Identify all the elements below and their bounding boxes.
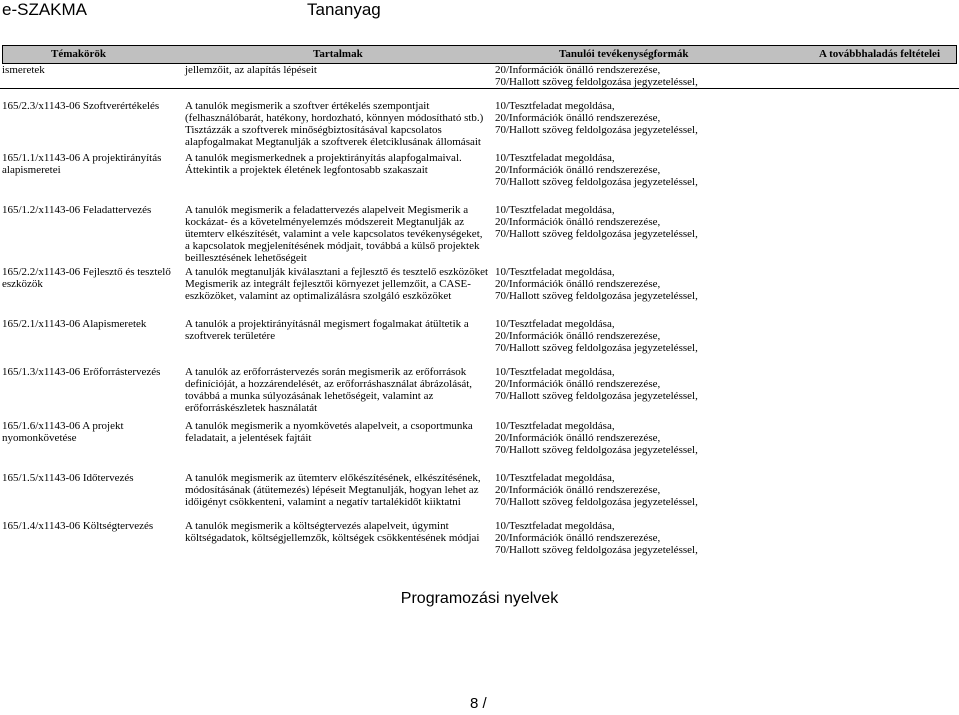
activities-cell-line: 20/Információk önálló rendszerezése, bbox=[495, 378, 661, 390]
page-number: 8 / bbox=[470, 695, 487, 712]
content-cell bbox=[185, 152, 490, 176]
topic-cell bbox=[2, 318, 177, 330]
activities-cell-line: 10/Tesztfeladat megoldása, bbox=[495, 100, 615, 112]
document-title: Tananyag bbox=[307, 0, 381, 19]
content-cell-line: feladatait, a jelentések fajtáit bbox=[185, 432, 312, 444]
content-cell-line: A tanulók megismerik a költségtervezés alapelveit, úgymint bbox=[185, 520, 449, 532]
activities-cell-line: 10/Tesztfeladat megoldása, bbox=[495, 204, 615, 216]
activities-cell-line: 70/Hallott szöveg feldolgozása jegyzeteléssel, bbox=[495, 228, 698, 240]
content-cell bbox=[185, 472, 490, 508]
content-cell-line: A tanulók megismerkednek a projektirányítás alapfogalmaival. bbox=[185, 152, 462, 164]
activities-cell-line: 10/Tesztfeladat megoldása, bbox=[495, 420, 615, 432]
content-cell-line: alapfogalmakat Megtanulják a szoftverek életciklusának állomásait bbox=[185, 136, 481, 148]
table-row bbox=[0, 366, 959, 416]
content-cell-line: definícióját, a hozzárendelését, az erőforráshasználat ábrázolását, bbox=[185, 378, 473, 390]
topic-cell-line: eszközök bbox=[2, 278, 43, 290]
activities-cell-line: 10/Tesztfeladat megoldása, bbox=[495, 152, 615, 164]
activities-cell-line: 70/Hallott szöveg feldolgozása jegyzeteléssel, bbox=[495, 124, 698, 136]
content-cell bbox=[185, 204, 490, 264]
table-row bbox=[0, 266, 959, 312]
content-cell-line: A tanulók az erőforrástervezés során megismerik az erőforrások bbox=[185, 366, 467, 378]
activities-cell-line: 70/Hallott szöveg feldolgozása jegyzeteléssel, bbox=[495, 444, 698, 456]
table-row bbox=[0, 318, 959, 362]
content-cell-line: A tanulók megismerik a feladattervezés alapelveit Megismerik a bbox=[185, 204, 469, 216]
activities-cell-line: 70/Hallott szöveg feldolgozása jegyzeteléssel, bbox=[495, 496, 698, 508]
section-title: Programozási nyelvek bbox=[400, 590, 559, 607]
activities-cell-line: 70/Hallott szöveg feldolgozása jegyzeteléssel, bbox=[495, 176, 698, 188]
content-cell-line: A tanulók a projektirányításnál megismert fogalmakat átültetik a bbox=[185, 318, 469, 330]
activities-cell-line: 20/Információk önálló rendszerezése, bbox=[495, 112, 661, 124]
activity-line: 70/Hallott szöveg feldolgozása jegyzeteléssel, bbox=[495, 76, 698, 88]
activities-cell bbox=[495, 100, 795, 136]
content-cell-line: továbbá a munka súlyozásának lehetőségeit, valamint az bbox=[185, 390, 434, 402]
content-cell-line: kockázat- és a követelményelemzés módszereit Megtanulják az bbox=[185, 216, 465, 228]
activities-cell-line: 20/Információk önálló rendszerezése, bbox=[495, 278, 661, 290]
activities-cell-line: 70/Hallott szöveg feldolgozása jegyzeteléssel, bbox=[495, 290, 698, 302]
content-cell bbox=[185, 420, 490, 444]
topic-cell-line: 165/1.4/x1143-06 Költségtervezés bbox=[2, 520, 154, 532]
topic-cell bbox=[2, 266, 177, 290]
table-row bbox=[0, 204, 959, 262]
partial-content: jellemzőit, az alapítás lépéseit bbox=[185, 64, 317, 76]
activity-line: 20/Információk önálló rendszerezése, bbox=[495, 64, 661, 76]
activities-cell-line: 10/Tesztfeladat megoldása, bbox=[495, 472, 615, 484]
table-row bbox=[0, 472, 959, 516]
content-cell bbox=[185, 366, 490, 414]
topic-cell bbox=[2, 366, 177, 378]
content-cell-line: időigényt csökkenteni, valamint a negatív tartalékidőt kiiktatni bbox=[185, 496, 461, 508]
activities-cell bbox=[495, 152, 795, 188]
activities-cell-line: 20/Információk önálló rendszerezése, bbox=[495, 216, 661, 228]
activities-cell bbox=[495, 266, 795, 302]
topic-cell-line: 165/2.3/x1143-06 Szoftverértékelés bbox=[2, 100, 160, 112]
content-cell-line: a kapcsolatok megjelenítésének módjait, továbbá a külső projektek bbox=[185, 240, 480, 252]
activities-cell bbox=[495, 472, 795, 508]
content-cell-line: Megismerik az integrált fejlesztői környezet jellemzőit, a CASE- bbox=[185, 278, 471, 290]
topic-cell-line: nyomonkövetése bbox=[2, 432, 77, 444]
col-header-activities: Tanulói tevékenységformák bbox=[559, 48, 689, 60]
table-row bbox=[0, 100, 959, 146]
topic-cell-line: alapismeretei bbox=[2, 164, 61, 176]
table-row bbox=[0, 520, 959, 560]
activities-cell bbox=[495, 520, 795, 556]
content-cell-line: ütemterv elkészítését, valamint a vele kapcsolatos tevékenységeket, bbox=[185, 228, 483, 240]
col-header-requirements: A továbbhaladás feltételei bbox=[819, 48, 940, 60]
content-cell-line: módosításának (átütemezés) lépéseit Megtanulják, hogyan lehet az bbox=[185, 484, 479, 496]
topic-cell bbox=[2, 152, 177, 176]
col-header-topics: Témakörök bbox=[51, 48, 106, 60]
page-header bbox=[0, 0, 959, 24]
topic-cell-line: 165/1.1/x1143-06 A projektirányítás bbox=[2, 152, 162, 164]
col-header-contents: Tartalmak bbox=[313, 48, 363, 60]
topic-cell bbox=[2, 100, 177, 112]
table-row bbox=[0, 152, 959, 192]
topic-cell bbox=[2, 472, 177, 484]
activities-cell bbox=[495, 366, 795, 402]
activities-cell-line: 10/Tesztfeladat megoldása, bbox=[495, 520, 615, 532]
activities-cell-line: 70/Hallott szöveg feldolgozása jegyzeteléssel, bbox=[495, 544, 698, 556]
activities-cell-line: 20/Információk önálló rendszerezése, bbox=[495, 484, 661, 496]
topic-cell-line: 165/2.2/x1143-06 Fejlesztő és tesztelő bbox=[2, 266, 171, 278]
topic-cell-line: 165/1.2/x1143-06 Feladattervezés bbox=[2, 204, 152, 216]
topic-cell bbox=[2, 420, 177, 444]
activities-cell bbox=[495, 420, 795, 456]
activities-cell-line: 20/Információk önálló rendszerezése, bbox=[495, 330, 661, 342]
content-cell bbox=[185, 318, 490, 342]
activities-cell bbox=[495, 204, 795, 240]
topic-cell bbox=[2, 204, 177, 216]
content-cell-line: A tanulók megismerik a nyomkövetés alapelveit, a csoportmunka bbox=[185, 420, 473, 432]
content-cell bbox=[185, 520, 490, 544]
activities-cell bbox=[495, 318, 795, 354]
topic-cell-line: 165/1.5/x1143-06 Időtervezés bbox=[2, 472, 134, 484]
brand-title: e-SZAKMA bbox=[2, 0, 88, 19]
content-cell-line: Áttekintik a projektek életének legfontosabb szakaszait bbox=[185, 164, 428, 176]
content-cell-line: erőforráskészletek használatát bbox=[185, 402, 318, 414]
topic-cell-line: 165/1.3/x1143-06 Erőforrástervezés bbox=[2, 366, 161, 378]
content-cell bbox=[185, 266, 490, 302]
activities-cell-line: 70/Hallott szöveg feldolgozása jegyzeteléssel, bbox=[495, 342, 698, 354]
activities-cell-line: 70/Hallott szöveg feldolgozása jegyzeteléssel, bbox=[495, 390, 698, 402]
activities-cell-line: 20/Információk önálló rendszerezése, bbox=[495, 164, 661, 176]
content-cell-line: A tanulók megismerik a szoftver értékelés szempontjait bbox=[185, 100, 430, 112]
content-cell-line: költségadatok, költségjellemzők, költségek csökkentésének módjai bbox=[185, 532, 480, 544]
activities-cell-line: 10/Tesztfeladat megoldása, bbox=[495, 366, 615, 378]
activities-cell-line: 10/Tesztfeladat megoldása, bbox=[495, 318, 615, 330]
table-row-partial bbox=[0, 62, 959, 89]
topic-cell-line: 165/1.6/x1143-06 A projekt bbox=[2, 420, 124, 432]
activities-cell-line: 20/Információk önálló rendszerezése, bbox=[495, 432, 661, 444]
content-cell-line: szoftverek területére bbox=[185, 330, 276, 342]
content-cell-line: A tanulók megtanulják kiválasztani a fejlesztő és tesztelő eszközöket bbox=[185, 266, 489, 278]
content-cell-line: Tisztázzák a szoftverek minőségbiztosításával kapcsolatos bbox=[185, 124, 442, 136]
content-cell-line: A tanulók megismerik az ütemterv előkészítésének, elkészítésének, bbox=[185, 472, 481, 484]
content-cell-line: beillesztésének lehetőségeit bbox=[185, 252, 307, 264]
partial-activities bbox=[495, 64, 698, 88]
content-cell-line: (felhasználóbarát, hatékony, hordozható, könnyen módosítható stb.) bbox=[185, 112, 484, 124]
topic-cell bbox=[2, 520, 177, 532]
partial-topic: ismeretek bbox=[2, 64, 45, 76]
activities-cell-line: 10/Tesztfeladat megoldása, bbox=[495, 266, 615, 278]
activities-cell-line: 20/Információk önálló rendszerezése, bbox=[495, 532, 661, 544]
content-cell-line: eszközöket, valamint az optimalizálásra szolgáló eszközöket bbox=[185, 290, 452, 302]
table-row bbox=[0, 420, 959, 466]
topic-cell-line: 165/2.1/x1143-06 Alapismeretek bbox=[2, 318, 147, 330]
content-cell bbox=[185, 100, 490, 148]
